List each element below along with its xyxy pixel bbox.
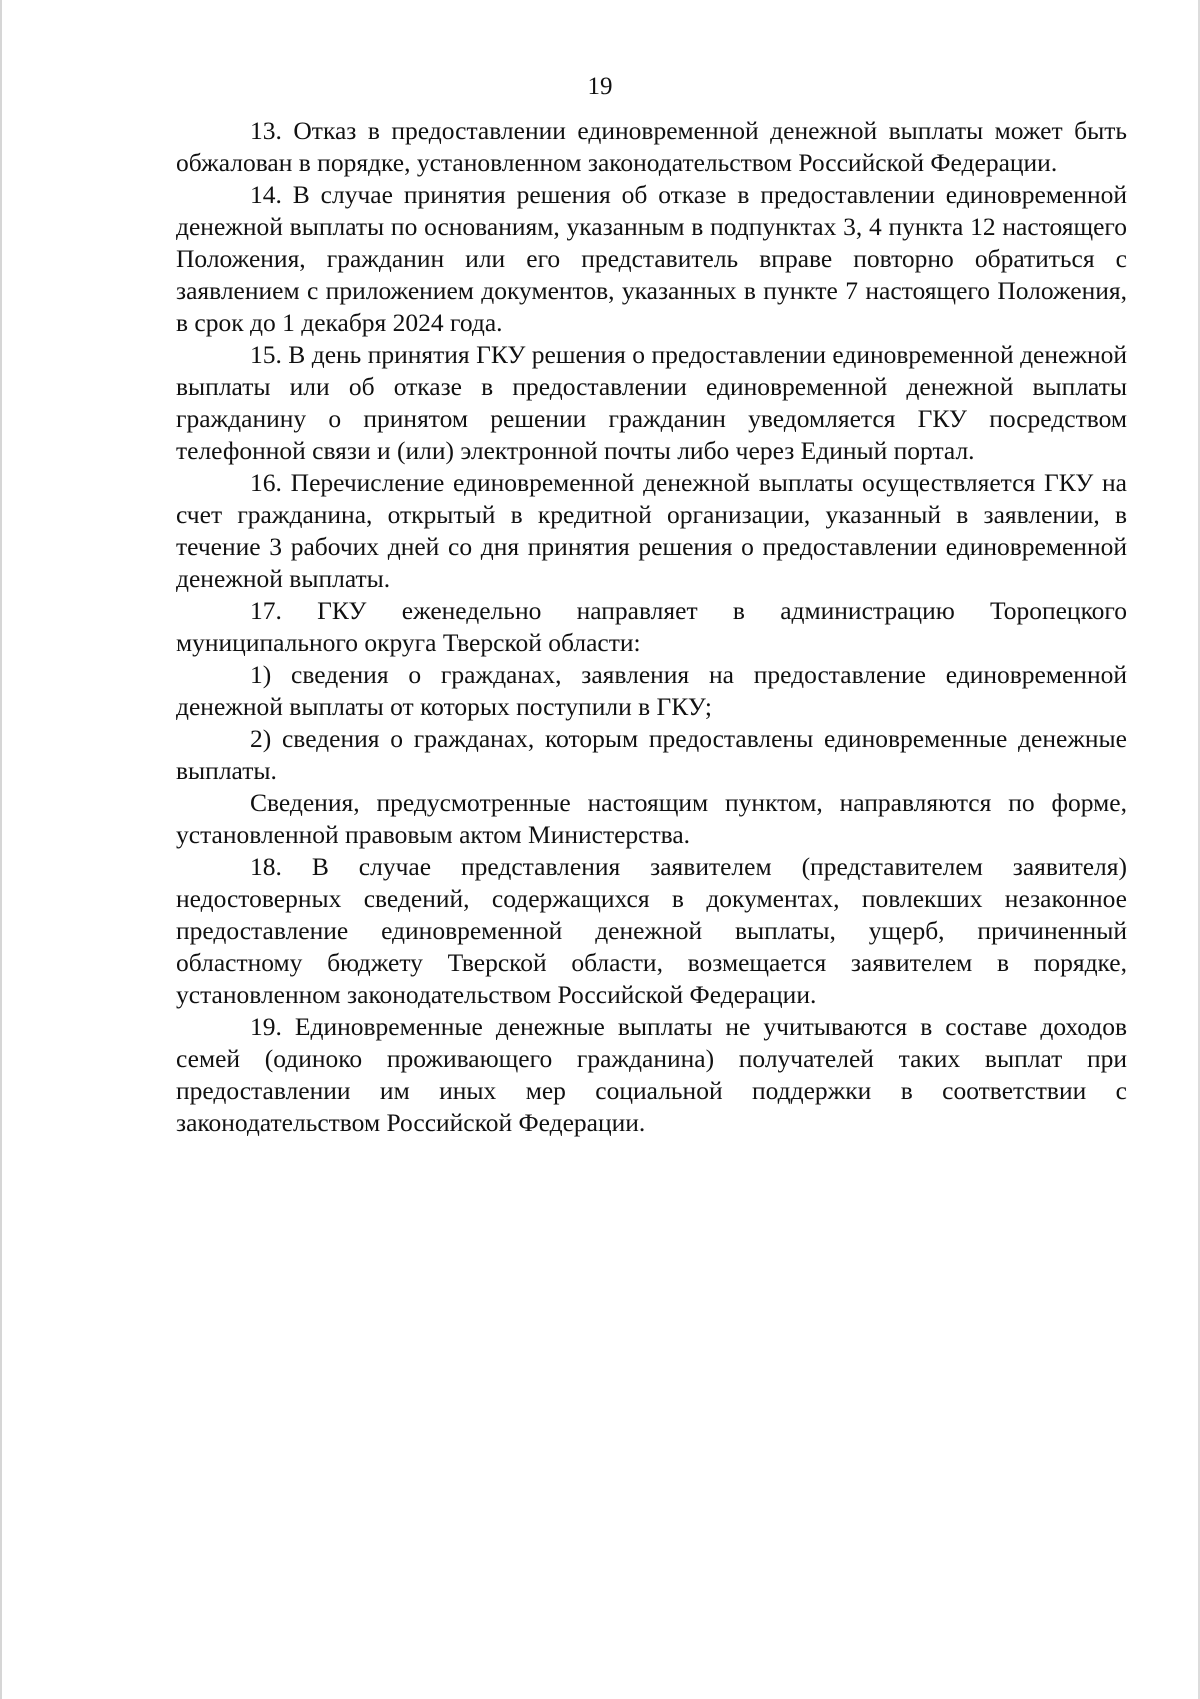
paragraph-15: 15. В день принятия ГКУ решения о предоставлении единовременной денежной выплаты или об отказе в предоставлении единовременной денежной выплаты гражданину о принятом решении гражданин уведомляется ГКУ посредством телефонной связи и (или) электронной почты либо через Единый портал. [176, 340, 1127, 465]
page-number: 19 [587, 73, 613, 100]
document-body [176, 115, 1127, 1139]
paragraph-17-note: Сведения, предусмотренные настоящим пунктом, направляются по форме, установленной правовым актом Министерства. [176, 788, 1127, 849]
paragraph-17-item-2: 2) сведения о гражданах, которым предоставлены единовременные денежные выплаты. [176, 724, 1127, 785]
paragraph-17: 17. ГКУ еженедельно направляет в администрацию Торопецкого муниципального округа Тверской области: [176, 596, 1127, 657]
paragraph-17-item-1: 1) сведения о гражданах, заявления на предоставление единовременной денежной выплаты от которых поступили в ГКУ; [176, 660, 1127, 721]
paragraph-14: 14. В случае принятия решения об отказе в предоставлении единовременной денежной выплаты по основаниям, указанным в подпунктах 3, 4 пункта 12 настоящего Положения, гражданин или его представитель вправе повторно обратиться с заявлением с приложением документов, указанных в пункте 7 настоящего Положения, в срок до 1 декабря 2024 года. [176, 180, 1127, 337]
paragraph-18: 18. В случае представления заявителем (представителем заявителя) недостоверных сведений, содержащихся в документах, повлекших незаконное предоставление единовременной денежной выплаты, ущерб, причиненный областному бюджету Тверской области, возмещается заявителем в порядке, установленном законодательством Российской Федерации. [176, 852, 1127, 1009]
paragraph-19: 19. Единовременные денежные выплаты не учитываются в составе доходов семей (одиноко проживающего гражданина) получателей таких выплат при предоставлении им иных мер социальной поддержки в соответствии с законодательством Российской Федерации. [176, 1012, 1127, 1137]
paragraph-16: 16. Перечисление единовременной денежной выплаты осуществляется ГКУ на счет гражданина, открытый в кредитной организации, указанный в заявлении, в течение 3 рабочих дней со дня принятия решения о предоставлении единовременной денежной выплаты. [176, 468, 1127, 593]
paragraph-13: 13. Отказ в предоставлении единовременной денежной выплаты может быть обжалован в порядке, установленном законодательством Российской Федерации. [176, 116, 1127, 177]
scan-edge-left [0, 0, 2, 1699]
